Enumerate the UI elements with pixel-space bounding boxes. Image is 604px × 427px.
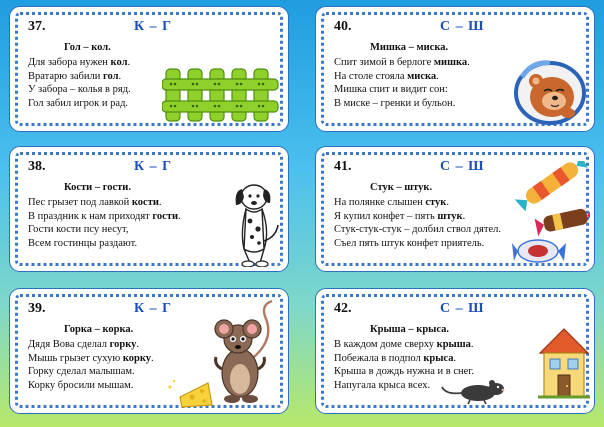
line-text: В праздник к нам приходят xyxy=(28,210,153,222)
line-text: Съел пять штук конфет приятель. xyxy=(334,237,485,249)
card-39 xyxy=(10,289,288,413)
word-pair-title: Крыша – крыса. xyxy=(370,324,450,335)
poem-line xyxy=(334,237,501,251)
poem-line xyxy=(334,97,470,111)
word-pair-title: Гол – кол. xyxy=(64,42,111,53)
card-number: 38. xyxy=(28,159,46,174)
key-word: мишка xyxy=(433,57,468,68)
sound-pair: К – Г xyxy=(134,19,173,34)
line-text: Вратарю забили xyxy=(28,70,103,82)
key-word: горку xyxy=(109,339,137,350)
key-word: корку xyxy=(122,352,152,364)
line-text: Мышь грызет сухую xyxy=(28,352,123,364)
word-pair-title: Кости – гости. xyxy=(64,182,131,193)
sound-pair: К – Г xyxy=(134,159,173,174)
line-text: . xyxy=(470,339,474,350)
line-text: Для забора нужен xyxy=(28,57,111,68)
line-text: Напугала крыса всех. xyxy=(334,379,431,391)
card-42 xyxy=(316,289,594,413)
line-text: У забора – колья в ряд. xyxy=(28,84,131,95)
line-text: На полянке слышен xyxy=(334,197,426,208)
sound-pair: С – Ш xyxy=(440,301,485,316)
line-text: Пес грызет под лавкой xyxy=(28,197,132,208)
poem-line xyxy=(28,352,154,366)
card-number: 37. xyxy=(28,19,46,34)
line-text: Побежала в подпол xyxy=(334,352,424,364)
key-word: крыса xyxy=(423,352,454,364)
line-text: . xyxy=(462,210,466,222)
sound-pair: К – Г xyxy=(134,301,173,316)
poem-line xyxy=(334,223,501,237)
card-41 xyxy=(316,147,594,271)
dalmatian-icon xyxy=(228,181,282,269)
line-text: . xyxy=(436,70,439,82)
poem-line xyxy=(334,70,470,84)
card-38 xyxy=(10,147,288,271)
house-and-rat-icon xyxy=(440,323,590,413)
poem-lines xyxy=(334,196,501,250)
key-word: стук xyxy=(425,197,447,208)
key-word: миска xyxy=(407,70,437,82)
poem-line xyxy=(28,237,181,251)
poem-lines xyxy=(334,56,470,110)
card-37 xyxy=(10,7,288,131)
poem-line xyxy=(28,196,181,210)
line-text: Гол забил игрок и рад. xyxy=(28,97,129,109)
poem-line xyxy=(28,56,131,70)
card-number: 42. xyxy=(334,301,352,316)
line-text: Я купил конфет – пять xyxy=(334,210,438,222)
key-word: штук xyxy=(437,210,463,222)
line-text: . xyxy=(158,197,162,208)
mouse-with-cheese-icon xyxy=(162,299,286,413)
line-text: Гости кости псу несут, xyxy=(28,224,129,235)
line-text: Горку сделал малышам. xyxy=(28,366,135,377)
line-text: В каждом доме сверху xyxy=(334,339,437,350)
key-word: крыша xyxy=(436,339,471,350)
line-text: Всем гостинцы раздают. xyxy=(28,237,138,249)
card-number: 41. xyxy=(334,159,352,174)
line-text: . xyxy=(446,197,449,208)
poem-line xyxy=(334,196,501,210)
poem-line xyxy=(28,97,131,111)
key-word: кости xyxy=(131,197,159,208)
line-text: Крыша в дождь нужна и в снег. xyxy=(334,366,475,377)
card-40 xyxy=(316,7,594,131)
word-pair-title: Горка – корка. xyxy=(64,324,134,335)
poem-line xyxy=(334,210,501,224)
line-text: Спит зимой в берлоге xyxy=(334,57,434,68)
line-text: . xyxy=(118,70,122,82)
line-text: Дядя Вова сделал xyxy=(28,339,110,350)
line-text: На столе стояла xyxy=(334,70,408,82)
poem-line xyxy=(28,338,154,352)
line-text: . xyxy=(453,352,457,364)
line-text: Корку бросили мышам. xyxy=(28,379,134,391)
word-pair-title: Мишка – миска. xyxy=(370,42,449,53)
line-text: Стук-стук-стук – долбил ствол дятел. xyxy=(334,224,502,235)
key-word: гости xyxy=(152,210,178,222)
poem-line xyxy=(28,379,154,393)
poem-lines xyxy=(28,56,131,110)
poem-line xyxy=(28,210,181,224)
line-text: . xyxy=(178,210,181,222)
line-text: . xyxy=(136,339,140,350)
key-word: кол xyxy=(110,57,128,68)
poem-line xyxy=(28,83,131,97)
line-text: Мишка спит и видит сон: xyxy=(334,84,448,95)
fence-icon xyxy=(162,67,280,123)
bear-in-bowl-icon xyxy=(510,55,588,127)
poem-line xyxy=(334,83,470,97)
poem-line xyxy=(334,56,470,70)
card-number: 40. xyxy=(334,19,352,34)
candies-icon xyxy=(512,161,592,271)
line-text: . xyxy=(151,352,154,364)
card-number: 39. xyxy=(28,301,46,316)
sound-pair: С – Ш xyxy=(440,19,485,34)
line-text: . xyxy=(127,57,131,68)
word-pair-title: Стук – штук. xyxy=(370,182,433,193)
poem-line xyxy=(28,70,131,84)
line-text: В миске – гренки и бульон. xyxy=(334,97,456,109)
poem-lines xyxy=(28,338,154,392)
line-text: . xyxy=(467,57,470,68)
poem-line xyxy=(28,365,154,379)
sound-pair: С – Ш xyxy=(440,159,485,174)
poem-lines xyxy=(28,196,181,250)
key-word: гол xyxy=(103,70,119,82)
poem-line xyxy=(28,223,181,237)
